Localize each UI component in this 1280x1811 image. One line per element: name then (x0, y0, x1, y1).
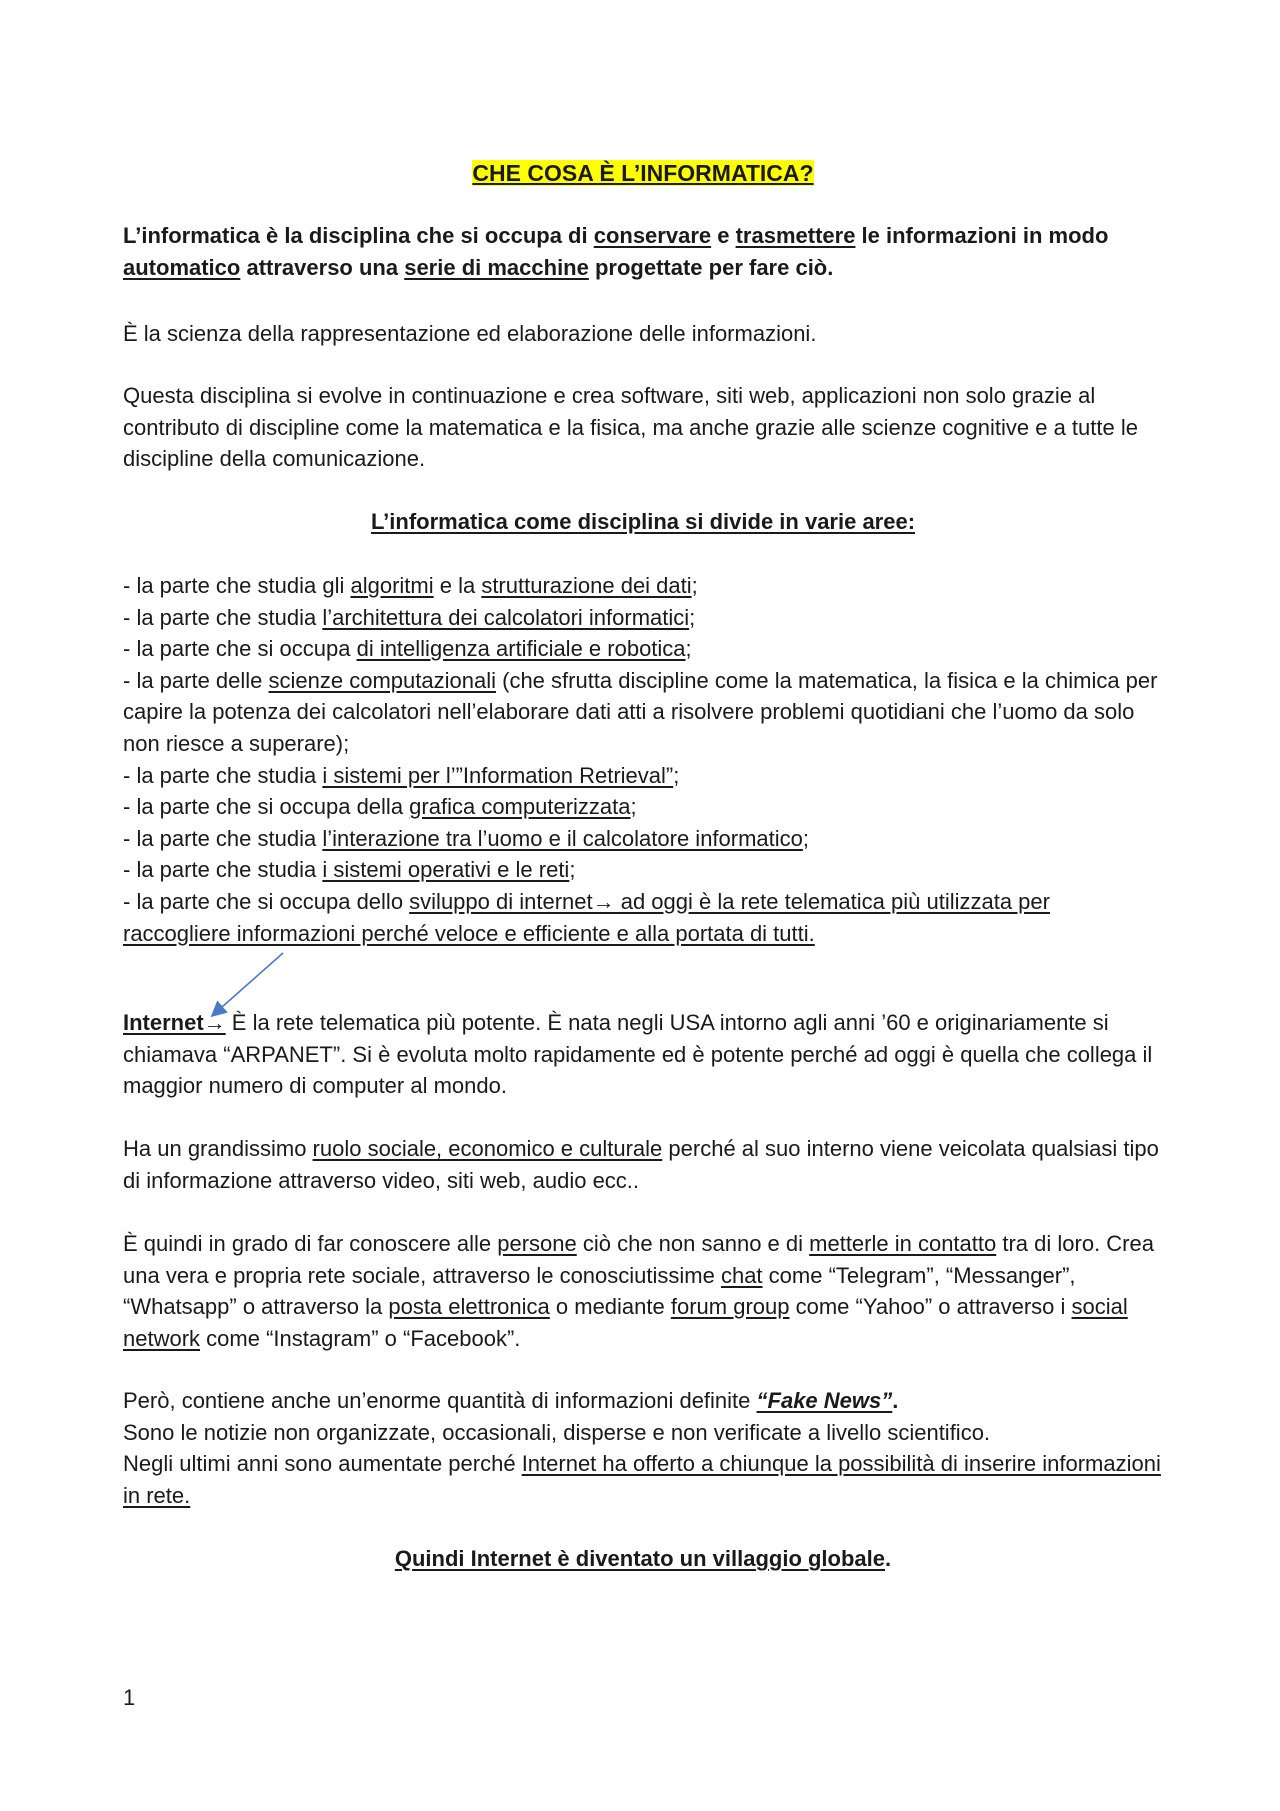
intro-underline: serie di macchine (404, 254, 589, 280)
role-paragraph: Ha un grandissimo ruolo sociale, economico e culturale perché al suo interno viene veicolata qualsiasi tipo di informazione attraverso video, siti web, audio ecc.. (123, 1136, 1159, 1193)
list-item: - la parte che si occupa di intelligenza artificiale e robotica; (123, 636, 692, 662)
fake-news-paragraph: Però, contiene anche un’enorme quantità di informazioni definite “Fake News”. Sono le notizie non organizzate, occasionali, disperse e non verificate a livello scientifico. Negli ultimi anni sono aumentate perché Internet ha offerto a chiunque la possibilità di inserire informazioni in rete. (123, 1385, 1163, 1511)
social-paragraph: È quindi in grado di far conoscere alle persone ciò che non sanno e di metterle in contatto tra di loro. Crea una vera e propria rete sociale, attraverso le conosciutissime chat come “Telegram”, “Messanger”, “Whatsapp” o attraverso la posta elettronica o mediante forum group come “Yahoo” o attraverso i social network come “Instagram” o “Facebook”. (123, 1231, 1154, 1351)
list-item: - la parte che si occupa dello sviluppo di internet→ ad oggi è la rete telematica più utilizzata per raccogliere informazioni perché veloce e efficiente e alla portata di tutti. (123, 888, 1050, 946)
evolve-text: Questa disciplina si evolve in continuazione e crea software, siti web, applicazioni non solo grazie al contributo di discipline come la matematica e la fisica, ma anche grazie alle scienze cognitive e a tutte le discipline della comunicazione. (123, 383, 1138, 472)
page-number: 1 (123, 1685, 136, 1710)
areas-heading-text: L’informatica come disciplina si divide in varie aree: (370, 509, 916, 534)
internet-label: Internet→ (123, 1010, 226, 1035)
internet-text: È la rete telematica più potente. È nata negli USA intorno agli anni ’60 e originariamente si chiamava “ARPANET”. Si è evoluta molto rapidamente ed è potente perché ad oggi è quella che collega il maggior numero di computer al mondo. (123, 1010, 1153, 1099)
list-item: - la parte delle scienze computazionali (che sfrutta discipline come la matematica, la fisica e la chimica per capire la potenza dei calcolatori nell’elaborare dati atti a risolvere problemi quotidiani che l’uomo da solo non riesce a superare); (123, 667, 1158, 756)
conclusion: Quindi Internet è diventato un villaggio globale. (394, 1546, 892, 1571)
list-item: - la parte che studia l’interazione tra l’uomo e il calcolatore informatico; (123, 825, 810, 851)
intro-text: L’informatica è la disciplina che si occupa di (123, 223, 594, 248)
intro-text: e (711, 223, 736, 248)
intro-underline: conservare (593, 223, 712, 248)
fake-news-definition: Sono le notizie non organizzate, occasionali, disperse e non verificate a livello scientifico. (123, 1419, 991, 1445)
list-item: - la parte che studia l’architettura dei calcolatori informatici; (123, 604, 696, 630)
title-highlight: CHE COSA È L’INFORMATICA? (472, 160, 814, 186)
list-item: - la parte che studia i sistemi per l’”Information Retrieval”; (123, 762, 680, 788)
conclusion-text: Quindi Internet è diventato un villaggio globale (394, 1546, 886, 1571)
list-item: - la parte che studia i sistemi operativi e le reti; (123, 857, 576, 883)
intro-text: progettate per fare ciò. (588, 254, 834, 280)
list-item: - la parte che studia gli algoritmi e la strutturazione dei dati; (123, 573, 698, 598)
science-text: È la scienza della rappresentazione ed elaborazione delle informazioni. (123, 321, 817, 346)
list-item: - la parte che si occupa della grafica computerizzata; (123, 794, 637, 820)
intro-text: le informazioni in modo (855, 223, 1109, 248)
intro-underline: automatico (123, 254, 241, 280)
fake-news-term: “Fake News” (756, 1388, 893, 1413)
intro-text: attraverso una (240, 254, 405, 280)
intro-underline: trasmettere (735, 223, 856, 248)
